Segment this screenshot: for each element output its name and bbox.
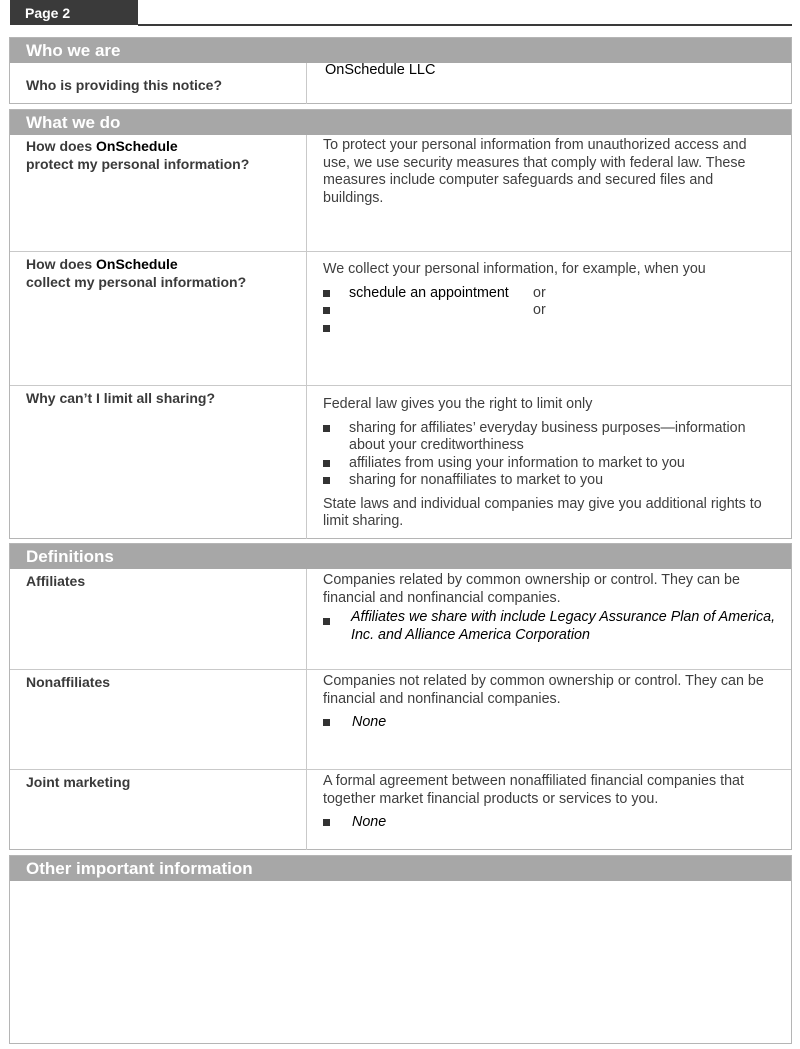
- list-item: sharing for affiliates’ everyday business purposes—information about your creditworthiness: [323, 420, 781, 455]
- limit-footer: State laws and individual companies may give you additional rights to limit sharing.: [323, 495, 762, 529]
- row-affiliates: [10, 569, 791, 669]
- answer-limit: [323, 396, 781, 537]
- bullet-icon: [323, 477, 330, 484]
- section-other-info: [9, 855, 792, 1044]
- list-item: None: [323, 714, 781, 732]
- def-nonaffiliates: Companies not related by common ownership or control. They can be financial and nonfinancial companies. None: [323, 673, 781, 732]
- section-header-what-we-do: What we do: [10, 110, 791, 135]
- list-item: sharing for nonaffiliates to market to you: [323, 472, 781, 490]
- row-limit: [10, 385, 791, 539]
- bullet-icon: [323, 460, 330, 467]
- header-rule: [138, 24, 792, 26]
- def-affiliates: Companies related by common ownership or control. They can be financial and nonfinancial companies. Affiliates we share with include Legacy Assurance Plan of America, Inc. and Alliance America Corporation: [323, 572, 781, 644]
- page-tab: [10, 0, 138, 25]
- bullet-icon: [323, 290, 330, 297]
- bullet-icon: [323, 719, 330, 726]
- term-nonaffiliates: Nonaffiliates: [26, 674, 111, 690]
- bullet-icon: [323, 325, 330, 332]
- list-item: schedule an appointment or: [323, 285, 781, 303]
- collect-intro: We collect your personal information, for example, when you: [323, 261, 706, 277]
- section-header-other-info: Other important information: [10, 856, 791, 881]
- list-item: [323, 320, 781, 338]
- question-collect: How does OnSchedule collect my personal information?: [26, 256, 247, 290]
- term-affiliates: Affiliates: [26, 573, 86, 589]
- limit-intro: Federal law gives you the right to limit only: [323, 396, 593, 412]
- section-header-definitions: Definitions: [10, 544, 791, 569]
- bullet-icon: [323, 819, 330, 826]
- bullet-icon: [323, 307, 330, 314]
- list-item: None: [323, 814, 781, 832]
- row-provider: [10, 63, 791, 104]
- company-name-fill: OnSchedule: [96, 138, 178, 154]
- row-joint-marketing: [10, 769, 791, 850]
- section-who-we-are: [9, 37, 792, 104]
- row-protect: [10, 135, 791, 252]
- answer-protect: To protect your personal information from unauthorized access and use, we use security measures that comply with federal law. These measures include computer safeguards and secured files and buildings.: [323, 137, 747, 206]
- def-joint-marketing: A formal agreement between nonaffiliated financial companies that together market financial products or services to you. None: [323, 773, 781, 832]
- section-what-we-do: [9, 109, 792, 539]
- row-collect: [10, 251, 791, 385]
- collect-list: [323, 285, 781, 338]
- list-item: affiliates from using your information to market to you: [323, 455, 781, 473]
- list-item: Affiliates we share with include Legacy Assurance Plan of America, Inc. and Alliance America Corporation: [323, 609, 781, 644]
- bullet-icon: [323, 618, 330, 625]
- company-name-fill: OnSchedule: [96, 256, 178, 272]
- section-header-who-we-are: Who we are: [10, 38, 791, 63]
- row-nonaffiliates: [10, 669, 791, 769]
- list-item: or: [323, 302, 781, 320]
- term-joint-marketing: Joint marketing: [26, 774, 131, 790]
- question-limit: Why can’t I limit all sharing?: [26, 390, 216, 406]
- limit-list: [323, 420, 781, 490]
- answer-provider: OnSchedule LLC: [325, 62, 436, 78]
- question-provider: Who is providing this notice?: [26, 77, 222, 93]
- question-protect: How does OnSchedule protect my personal information?: [26, 138, 250, 172]
- page-label: Page 2: [25, 5, 71, 21]
- bullet-icon: [323, 425, 330, 432]
- section-definitions: [9, 543, 792, 850]
- answer-collect: [323, 261, 781, 337]
